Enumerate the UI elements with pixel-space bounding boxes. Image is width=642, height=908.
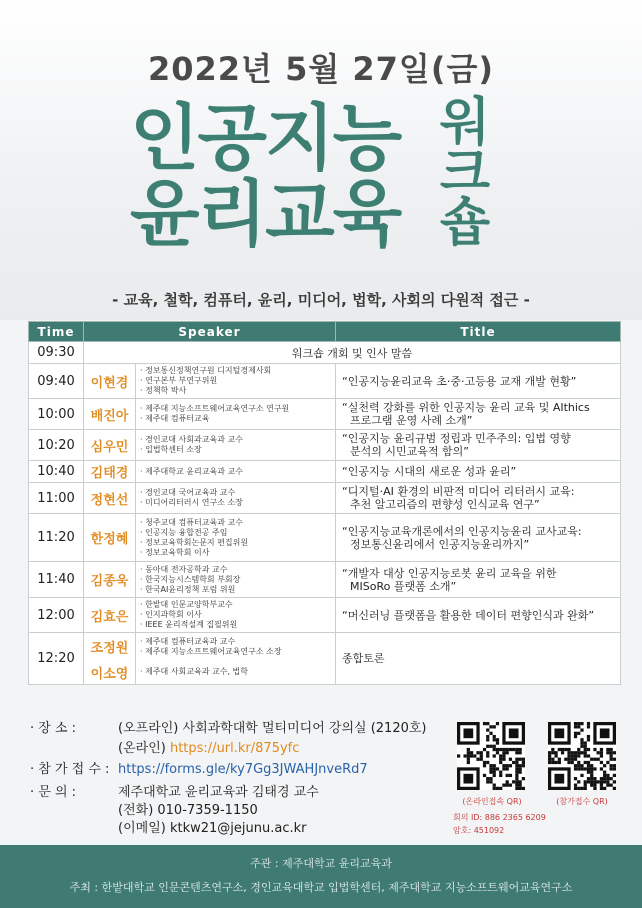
qr-code-register[interactable] [548,722,616,790]
speaker-affiliation [136,562,336,598]
side-title [430,93,500,253]
time-cell: 09:30 [29,342,84,364]
table-row [29,342,621,364]
time-cell: 11:20 [29,514,84,562]
affiliation-line: · 연구본부 부연구위원 [140,376,333,386]
subtitle: - 교육, 철학, 컴퓨터, 윤리, 미디어, 법학, 사회의 다원적 접근 - [112,291,530,309]
affiliation-line: · 청주교대 컴퓨터교육과 교수 [140,518,333,528]
affiliation-line: · 정보교육학회 이사 [140,548,333,558]
affiliation-line: · 정책학 박사 [140,386,333,396]
affiliation-line: · 제주대 사회교육과 교수, 법학 [140,667,333,677]
qr-caption-online: (온라인접속 QR) [462,797,522,806]
affiliation-line: · 제주대 지능소프트웨어교육연구소 연구원 [140,404,333,414]
affiliation-line: · 한국AI윤리정책 포럼 위원 [140,585,333,595]
time-cell: 10:40 [29,461,84,483]
speaker-affiliation [136,598,336,633]
talk-title-line: 분석의 시민교육적 함의” [350,445,469,458]
talk-title-line: “인공지능 윤리규범 정립과 민주주의: 입법 영향 [342,432,571,445]
talk-title-line: 추천 알고리즘의 편향성 인식교육 연구” [350,498,540,511]
speaker-affiliation [136,633,336,661]
register-label: · 참 가 접 수 : [30,762,110,777]
venue-label: · 장 소 : [30,721,77,736]
time-cell: 12:20 [29,633,84,685]
affiliation-line: · 제주대 컴퓨터교육과 교수 [140,637,333,647]
contact-label: · 문 의 : [30,785,77,800]
speaker-name: 이현경 [84,364,136,399]
affiliation-line: · 정보통신정책연구원 디지털경제사회 [140,366,333,376]
talk-title [336,514,621,562]
affiliation-line: · 제주대학교 윤리교육과 교수 [140,467,333,477]
talk-title-line: “디지털·AI 환경의 비판적 미디어 리터러시 교육: [342,485,575,498]
speaker-name: 정현선 [84,483,136,514]
speaker-affiliation [136,461,336,483]
affiliation-line: · 경인교대 사회과교육과 교수 [140,435,333,445]
talk-title: 종합토론 [336,633,621,685]
talk-title [336,399,621,430]
talk-title [336,598,621,633]
affiliation-line: · 한밭대 인문교양학부교수 [140,600,333,610]
talk-title-line: MISoRo 플랫폼 소개” [350,579,457,593]
speaker-affiliation [136,364,336,399]
speaker-affiliation [136,483,336,514]
affiliation-line: · 인공지능 융합전공 주임 [140,528,333,538]
meeting-password: 암호: 451092 [453,826,505,835]
affiliation-line: · 한국지능시스템학회 부회장 [140,575,333,585]
speaker-affiliation [136,514,336,562]
main-title-line1: 인공지능 [130,96,401,180]
talk-title-line: “실천력 강화를 위한 인공지능 윤리 교육 및 AIthics [342,401,590,414]
talk-title-line: 프로그램 운영 사례 소개” [350,414,473,427]
speaker-affiliation [136,661,336,685]
affiliation-line: · 제주대 컴퓨터교육 [140,414,333,424]
affiliation-line: · IEEE 윤리적설계 집필위원 [140,620,333,630]
contact-phone: (전화) 010-7359-1150 [118,803,258,818]
affiliation-line: · 제주대 지능소프트웨어교육연구소 소장 [140,647,333,657]
talk-title-line: “머신러닝 플랫폼을 활용한 데이터 편향인식과 완화” [342,608,595,622]
main-title [130,96,430,256]
talk-title [336,364,621,399]
venue-online [30,740,450,760]
speaker-name: 심우민 [84,430,136,461]
contact-info [30,784,450,804]
time-cell: 10:20 [29,430,84,461]
time-cell: 11:00 [29,483,84,514]
footer-cohosts: 주최 : 한밭대학교 인문콘텐츠연구소, 경인교육대학교 입법학센터, 제주대학교 지능소프트웨어교육연구소 [69,881,573,894]
speaker-name: 김효은 [84,598,136,633]
table-row [29,461,621,483]
affiliation-line: · 동아대 전자공학과 교수 [140,565,333,575]
table-row [29,399,621,430]
talk-title-line: “인공지능윤리교육 초·중·고등용 교재 개발 현황” [342,374,577,388]
register-link[interactable]: https://forms.gle/ky7Gg3JWAHJnveRd7 [118,762,368,777]
venue-online-link[interactable]: https://url.kr/875yfc [169,741,300,756]
header-time: Time [29,322,84,342]
header-speaker: Speaker [84,322,336,342]
affiliation-line: · 미디어리터러시 연구소 소장 [140,498,333,508]
qr-code-online[interactable] [457,722,525,790]
table-header-row [29,322,621,342]
talk-title [336,483,621,514]
venue-offline: (오프라인) 사회과학대학 멀티미디어 강의실 (2120호) [118,721,427,736]
table-row [29,514,621,562]
time-cell: 10:00 [29,399,84,430]
speaker-name: 김종욱 [84,562,136,598]
footer [0,845,642,908]
speaker-affiliation [136,399,336,430]
talk-title [336,562,621,598]
side-title-char: 크 [439,143,491,203]
speaker-name: 김태경 [84,461,136,483]
table-row [29,483,621,514]
time-cell: 12:00 [29,598,84,633]
talk-title-line: “인공지능교육개론에서의 인공지능윤리 교사교육: [342,524,582,538]
contact-name: 제주대학교 윤리교육과 김태경 교수 [118,785,319,800]
table-row [29,633,621,661]
time-cell: 11:40 [29,562,84,598]
venue-online-prefix: (온라인) [118,741,166,756]
side-title-char: 워 [439,93,491,153]
contact-phone-row [30,802,450,822]
meeting-id: 회의 ID: 886 2365 6209 [453,813,546,822]
contact-email-row [30,820,450,840]
talk-title-line: 정보통신윤리에서 인공지능윤리까지” [350,537,530,551]
event-date: 2022년 5월 27일(금) [147,50,495,88]
affiliation-line: · 인지과학회 이사 [140,610,333,620]
speaker-name: 조정원 [84,633,136,661]
table-row [29,598,621,633]
talk-title [336,461,621,483]
table-row [29,364,621,399]
affiliation-line: · 입법학센터 소장 [140,445,333,455]
side-title-char: 숍 [439,193,491,253]
affiliation-line: · 정보교육학회논문지 편집위원 [140,538,333,548]
time-cell: 09:40 [29,364,84,399]
footer-host: 주관 : 제주대학교 윤리교육과 [250,857,392,870]
affiliation-line: · 경인교대 국어교육과 교수 [140,488,333,498]
table-row [29,562,621,598]
qr-caption-register: (참가접수 QR) [556,797,608,806]
table-row [29,430,621,461]
speaker-name: 배진아 [84,399,136,430]
header-title: Title [336,322,621,342]
register-info [30,761,450,781]
talk-title-line: “인공지능 시대의 새로운 성과 윤리” [342,465,517,478]
main-title-line2: 윤리교육 [130,172,401,256]
schedule-table [28,321,621,685]
speaker-name: 한정혜 [84,514,136,562]
talk-title-line: “개발자 대상 인공지능로봇 윤리 교육을 위한 [342,566,557,580]
speaker-affiliation [136,430,336,461]
opening-cell: 워크숍 개회 및 인사 말씀 [84,342,621,364]
contact-email: (이메일) ktkw21@jejunu.ac.kr [118,821,307,836]
talk-title [336,430,621,461]
speaker-name: 이소영 [84,661,136,685]
